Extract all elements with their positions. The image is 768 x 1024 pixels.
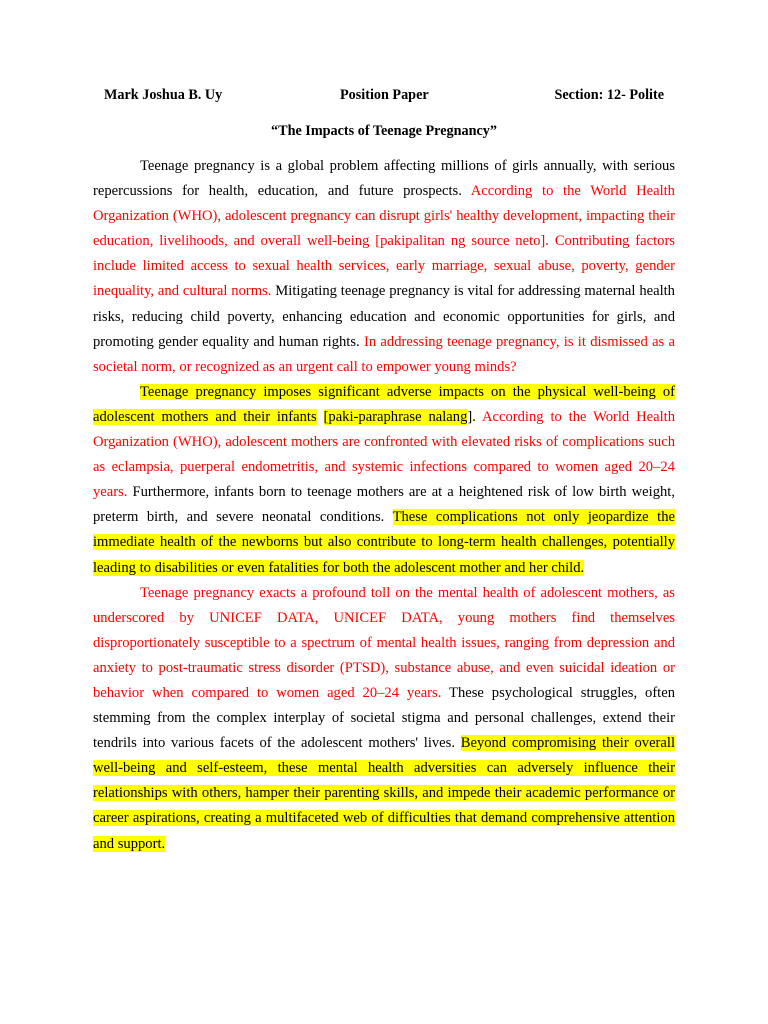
paragraph-2: [93, 380, 675, 581]
red-text-run: According to the World Health Organization (WHO), adolescent pregnancy can disrupt girls' healthy development, impacting their education, livelihoods, and overall well-being [pakipalitan ng source neto]. Contributing factors include limited access to sexual health services, early marriage, sexual abuse, poverty, gender inequality, and cultural norms.: [93, 183, 675, 300]
paragraph-1: [93, 154, 675, 380]
red-text-run: In addressing teenage pregnancy, is it dismissed as a societal norm, or recognized as an urgent call to empower young minds?: [93, 333, 676, 375]
document-title: “The Impacts of Teenage Pregnancy”: [271, 123, 497, 139]
text-run: Furthermore, infants born to teenage mothers are at a heightened risk of low birth weight, preterm birth, and severe neonatal conditions.: [93, 484, 675, 526]
document-header: [93, 87, 675, 109]
red-text-run: According to the World Health Organization (WHO), adolescent mothers are confronted with elevated risks of complications such as eclampsia, puerperal endometritis, and systemic infections compared to women aged 20–24 years.: [93, 408, 676, 501]
text-run: Teenage pregnancy is a global problem affecting millions of girls annually, with serious repercussions for health, education, and future prospects.: [93, 158, 675, 200]
document-body: [93, 154, 675, 857]
document-type: Position Paper: [340, 87, 429, 103]
highlighted-text-run: [paki-paraphrase nalang: [323, 408, 468, 425]
text-run: [317, 409, 324, 425]
author-name: Mark Joshua B. Uy: [104, 87, 223, 103]
highlighted-text-run: These complications not only jeopardize the immediate health of the newborns but also contribute to long-term health challenges, potentially leading to disabilities or even fatalities for both the adolescent mother and her child.: [93, 509, 675, 576]
text-run: ].: [467, 408, 482, 425]
section-label: Section: 12- Polite: [554, 87, 664, 103]
document-page: [93, 87, 675, 857]
text-run: Mitigating teenage pregnancy is vital for addressing maternal health risks, reducing child poverty, enhancing education and economic opportunities for girls, and promoting gender equality and human rights.: [93, 283, 675, 350]
paragraph-3: [93, 581, 675, 857]
highlighted-text-run: Teenage pregnancy imposes significant adverse impacts on the physical well-being of adolescent mothers and their infants: [93, 383, 675, 425]
highlighted-text-run: Beyond compromising their overall well-being and self-esteem, these mental health adversities can adversely influence their relationships with others, hamper their parenting skills, and impede their academic performance or career aspirations, creating a multifaceted web of difficulties that demand comprehensive attention and support.: [93, 735, 676, 852]
red-text-run: Teenage pregnancy exacts a profound toll on the mental health of adolescent mothers, as underscored by UNICEF DATA, UNICEF DATA, young mothers find themselves disproportionately susceptible to a spectrum of mental health issues, ranging from depression and anxiety to post-traumatic stress disorder (PTSD), substance abuse, and even suicidal ideation or behavior when compared to women aged 20–24 years.: [93, 584, 675, 701]
text-run: These psychological struggles, often stemming from the complex interplay of societal stigma and personal challenges, extend their tendrils into various facets of the adolescent mothers' lives.: [93, 684, 676, 752]
